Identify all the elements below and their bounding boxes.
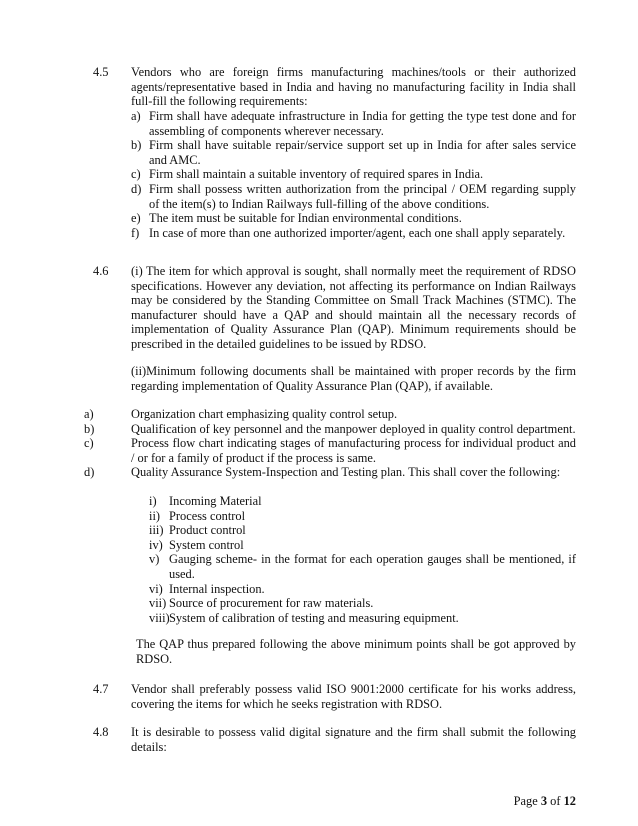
section-4-7-text: Vendor shall preferably possess valid ISO 9001:2000 certificate for his works address, covering the items for which he seeks registration with RDSO. xyxy=(131,682,576,711)
list-item xyxy=(84,436,576,465)
list-label: ii) xyxy=(149,508,161,523)
list-label: a) xyxy=(84,407,94,421)
sub-list-item xyxy=(149,611,576,626)
list-text: Product control xyxy=(169,523,246,538)
sub-list-item xyxy=(149,582,576,597)
section-4-6-para-ii: (ii)Minimum following documents shall be maintained with proper records by the firm regarding implementation of Quality Assurance Plan (QAP), if available. xyxy=(131,364,576,393)
sub-list-item xyxy=(149,523,576,538)
section-4-5-intro: Vendors who are foreign firms manufacturing machines/tools or their authorized agents/representative based in India and having no manufacturing facility in India shall full-fill the following requirements: xyxy=(131,65,576,109)
list-text: Quality Assurance System-Inspection and Testing plan. This shall cover the following: xyxy=(131,465,561,480)
page-word: Page xyxy=(513,794,538,808)
list-text: In case of more than one authorized importer/agent, each one shall apply separately. xyxy=(149,225,566,240)
list-label: vii) xyxy=(149,596,167,611)
list-label: d) xyxy=(131,181,142,196)
list-label: a) xyxy=(131,109,141,123)
list-label: i) xyxy=(149,494,157,508)
list-label: e) xyxy=(131,211,141,226)
section-4-6-closing: The QAP thus prepared following the above minimum points shall be got approved by RDSO. xyxy=(136,637,576,666)
section-4-6-number: 4.6 xyxy=(93,264,109,278)
list-text: Qualification of key personnel and the manpower deployed in quality control department. xyxy=(131,421,576,436)
list-item xyxy=(131,211,576,226)
list-label: b) xyxy=(84,421,95,436)
section-4-7-number: 4.7 xyxy=(93,682,109,696)
list-text: Internal inspection. xyxy=(169,581,265,596)
list-text: Process control xyxy=(169,508,246,523)
list-text: Organization chart emphasizing quality control setup. xyxy=(131,407,398,421)
list-label: b) xyxy=(131,138,142,153)
list-item xyxy=(131,109,576,138)
list-label: d) xyxy=(84,465,95,480)
section-4-8-text: It is desirable to possess valid digital signature and the firm shall submit the following details: xyxy=(131,725,576,754)
list-text: System control xyxy=(169,537,244,552)
list-text: Firm shall maintain a suitable inventory of required spares in India. xyxy=(149,167,484,182)
list-item xyxy=(131,138,576,167)
list-item xyxy=(131,226,576,241)
list-item xyxy=(84,422,576,437)
section-4-6-document-list xyxy=(84,407,576,480)
list-text: Firm shall possess written authorization from the principal / OEM regarding supply of the item(s) to Indian Railways full-filling of the above conditions. xyxy=(149,181,576,211)
list-item xyxy=(84,465,576,480)
list-item xyxy=(131,182,576,211)
list-text: System of calibration of testing and measuring equipment. xyxy=(169,610,459,625)
list-label: v) xyxy=(149,552,160,567)
list-label: iv) xyxy=(149,537,163,552)
list-text: Gauging scheme- in the format for each operation gauges shall be mentioned, if used. xyxy=(169,552,576,581)
section-4-6-sublist xyxy=(149,494,576,625)
list-text: Firm shall have adequate infrastructure in India for getting the type test done and for assembling of components wherever necessary. xyxy=(149,109,576,138)
list-label: c) xyxy=(84,436,94,451)
sub-list-item xyxy=(149,552,576,581)
sub-list-item xyxy=(149,494,576,509)
sub-list-item xyxy=(149,509,576,524)
list-label: c) xyxy=(131,167,141,182)
list-text: Process flow chart indicating stages of manufacturing process for individual product and / or for a family of product if the process is same. xyxy=(131,436,576,465)
list-item xyxy=(131,167,576,182)
of-word: of xyxy=(550,794,561,808)
list-label: vi) xyxy=(149,581,163,596)
list-text: The item must be suitable for Indian environmental conditions. xyxy=(149,211,462,226)
list-label: f) xyxy=(131,225,140,240)
section-4-5-number: 4.5 xyxy=(93,65,109,79)
list-text: Firm shall have suitable repair/service support set up in India for after sales service and AMC. xyxy=(149,138,576,167)
list-label: iii) xyxy=(149,523,164,538)
page-number: 3 xyxy=(540,794,548,808)
list-text: Incoming Material xyxy=(169,494,262,508)
list-text: Source of procurement for raw materials. xyxy=(169,596,374,611)
sub-list-item xyxy=(149,596,576,611)
page-total: 12 xyxy=(563,794,576,808)
section-4-8-number: 4.8 xyxy=(93,725,109,739)
list-label: viii) xyxy=(149,610,170,625)
sub-list-item xyxy=(149,538,576,553)
list-item xyxy=(84,407,576,422)
section-4-6-para-i: (i) The item for which approval is sought, shall normally meet the requirement of RDSO specifications. However any deviation, not affecting its performance on Indian Railways may be considered by the Standing Committee on Small Track Machines (STMC). The manufacturer should have a QAP and should maintain all the necessary records of implementation of Quality Assurance Plan (QAP). Minimum requirements should be prescribed in the detailed guidelines to be issued by RDSO. xyxy=(131,264,576,351)
section-4-5-list xyxy=(131,109,576,240)
page-footer xyxy=(514,794,576,809)
